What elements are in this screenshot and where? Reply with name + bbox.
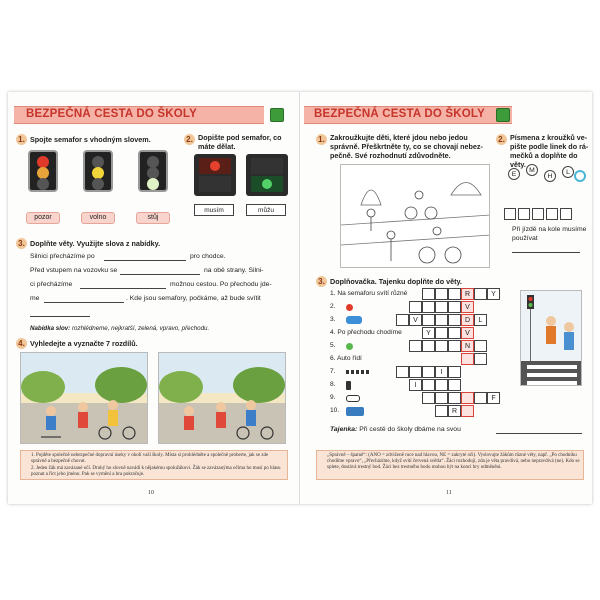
tajenka-text: Při cestě do školy dbáme na svou [359, 426, 461, 433]
crossword-cell[interactable] [461, 392, 474, 404]
crossword-cell[interactable] [435, 340, 448, 352]
letter-circle: L [562, 166, 574, 178]
green-light-icon [346, 343, 353, 350]
sentence-text: pro chodce. [190, 253, 226, 260]
answer-box[interactable] [504, 208, 516, 220]
clue: 7. [330, 368, 336, 375]
tajenka-sentence [330, 425, 461, 434]
crossword-cell[interactable] [461, 353, 474, 365]
answer-box[interactable] [546, 208, 558, 220]
crossword-cell[interactable] [448, 288, 461, 300]
letter-circle: M [526, 164, 538, 176]
footnote: 2. Jeden žák má zavázané oči. Druhý ho slovně navádí k nějakému spolužákovi. Žák se zavázanýma očima ho musí po hlasu poznat a říct jeho jméno. Pak se vymění a hra pokračuje. [31, 466, 281, 478]
task-instruction: Doplňovačka. Tajenku doplňte do věty. [330, 277, 462, 286]
fill-line[interactable] [80, 288, 166, 289]
sentence-text: ci přecházíme [30, 281, 73, 288]
crossword-cell[interactable] [396, 314, 409, 326]
crossword-cell[interactable]: I [435, 366, 448, 378]
school-bag-icon [496, 108, 510, 122]
crossword-cell[interactable]: R [448, 405, 461, 417]
fill-line[interactable] [496, 433, 582, 434]
bus-icon [346, 407, 364, 416]
task-instruction: pište podle linek do rá- [510, 142, 589, 151]
crossword-cell[interactable] [474, 340, 487, 352]
crossword-cell[interactable] [422, 392, 435, 404]
crossing-scene-picture [520, 290, 582, 386]
crossword-cell[interactable] [422, 301, 435, 313]
right-page [300, 92, 592, 504]
teacher-note [316, 450, 584, 480]
task-number: 3. [316, 276, 327, 287]
traffic-light-icon [138, 150, 168, 192]
task-number: 2. [496, 134, 507, 145]
task-instruction: mečků a doplňte do věty. [510, 151, 578, 169]
crossword-cell[interactable] [435, 327, 448, 339]
crossword-cell[interactable]: N [461, 340, 474, 352]
traffic-light-icon [346, 381, 351, 390]
clue: 2. [330, 303, 336, 310]
crossword-grid[interactable] [396, 288, 508, 418]
crossword-cell[interactable] [409, 340, 422, 352]
left-page [8, 92, 300, 504]
crosswalk-icon [346, 370, 370, 374]
task-instruction: pečně. Své rozhodnutí zdůvodněte. [330, 151, 451, 160]
crossword-cell[interactable]: V [461, 301, 474, 313]
fill-line[interactable] [120, 274, 200, 275]
school-bag-icon [270, 108, 284, 122]
difference-picture-left[interactable] [20, 352, 148, 444]
pedestrian-light-icon [246, 154, 288, 196]
answer-box[interactable] [518, 208, 530, 220]
answer-box[interactable] [532, 208, 544, 220]
crossword-cell[interactable] [474, 353, 487, 365]
crossword-cell[interactable] [448, 379, 461, 391]
word-offer-label: Nabídka slov: [30, 325, 71, 332]
crossword-cell[interactable]: Y [422, 327, 435, 339]
clue: 3. [330, 316, 336, 323]
crossword-cell[interactable] [448, 301, 461, 313]
word-offer [30, 324, 209, 333]
red-light-icon [346, 304, 353, 311]
crossword-cell[interactable]: R [461, 288, 474, 300]
clue: 6. Auto řídí [330, 355, 362, 362]
clue: 5. [330, 342, 336, 349]
task-number: 1. [16, 134, 27, 145]
crossword-cell[interactable] [435, 405, 448, 417]
task-number: 4. [16, 338, 27, 349]
crossword-cell[interactable] [409, 366, 422, 378]
sentence-text: Při jízdě na kole musíme [512, 226, 587, 233]
crossword-cell[interactable] [396, 366, 409, 378]
fill-line[interactable] [44, 302, 124, 303]
crossword-cell[interactable] [461, 405, 474, 417]
crossword-cell[interactable]: D [461, 314, 474, 326]
crossword-cell[interactable] [448, 392, 461, 404]
crossword-cell[interactable] [409, 301, 422, 313]
task-instruction: správně. Přeškrtněte ty, co se chovají nebez- [330, 142, 483, 151]
word-card[interactable]: pozor [26, 212, 60, 224]
clue: 9. [330, 394, 336, 401]
task-instruction: Písmena z kroužků ve- [510, 133, 588, 142]
sentence-text: Silnici přecházíme po [30, 253, 95, 260]
fill-line[interactable] [30, 316, 90, 317]
crossword-cell[interactable] [435, 392, 448, 404]
task-instruction: Vyhledejte a vyznačte 7 rozdílů. [30, 339, 138, 348]
crossword-cell[interactable] [474, 288, 487, 300]
crossword-cell[interactable] [474, 392, 487, 404]
crossword-cell[interactable] [435, 379, 448, 391]
crossword-cell[interactable]: I [409, 379, 422, 391]
crossword-cell[interactable] [448, 314, 461, 326]
traffic-light-icon [83, 150, 113, 192]
letter-circle: E [508, 168, 520, 180]
task-instruction: Spojte semafor s vhodným slovem. [30, 135, 151, 144]
street-scene-picture[interactable] [340, 164, 490, 268]
word-card[interactable]: volno [81, 212, 115, 224]
crossword-cell[interactable]: L [474, 314, 487, 326]
difference-picture-right[interactable] [158, 352, 286, 444]
clue: 1. Na semaforu svítí různé [330, 290, 408, 297]
task-instruction: máte dělat. [198, 142, 236, 151]
fill-line[interactable] [104, 260, 186, 261]
sentence-text: Před vstupem na vozovku se [30, 267, 118, 274]
crossword-cell[interactable]: V [461, 327, 474, 339]
crossword-cell[interactable] [422, 379, 435, 391]
ring-icon [574, 170, 586, 182]
crossword-cell[interactable] [435, 288, 448, 300]
letter-circle: H [544, 170, 556, 182]
page-title: BEZPEČNÁ CESTA DO ŠKOLY [314, 108, 485, 120]
bicycle-icon [346, 395, 360, 402]
answer-box[interactable]: můžu [246, 204, 286, 216]
crossword-cell[interactable] [422, 288, 435, 300]
word-offer-list: rozhlédneme, nejkratší, zelená, vpravo, přechodu. [71, 325, 210, 332]
clue: 4. Po přechodu chodíme [330, 329, 402, 336]
crossword-cell[interactable]: F [487, 392, 500, 404]
tajenka-label: Tajenka: [330, 426, 358, 433]
clue: 10. [330, 407, 340, 414]
task-instruction: Dopište pod semafor, co [198, 133, 282, 142]
crossword-cell[interactable] [448, 327, 461, 339]
sentence-text: používat [512, 235, 538, 242]
crossword-cell[interactable]: Y [487, 288, 500, 300]
traffic-light-icon [28, 150, 58, 192]
task-instruction: Doplňte věty. Využijte slova z nabídky. [30, 239, 161, 248]
page-number: 11 [446, 490, 452, 496]
crossword-cell[interactable] [422, 340, 435, 352]
sentence-text: . Kde jsou semafory, počkáme, až bude svítit [126, 295, 261, 302]
letter-circles [500, 164, 586, 204]
pedestrian-light-icon [194, 154, 236, 196]
answer-box[interactable] [560, 208, 572, 220]
clue: 8. [330, 381, 336, 388]
answer-box[interactable]: musím [194, 204, 234, 216]
page-title: BEZPEČNÁ CESTA DO ŠKOLY [26, 108, 197, 120]
word-card[interactable]: stůj [136, 212, 170, 224]
sentence-text: možnou cestou. Po přechodu jde- [170, 281, 272, 288]
crossword-cell[interactable] [435, 301, 448, 313]
car-icon [346, 316, 362, 324]
footnote: 1. Pojděte společně nebezpečné dopravní úseky v okolí vaší školy. Místa si prohlédněte a společně proberte, jak se zde správně a bezpečně chovat. [31, 453, 269, 465]
sentence-text: na obě strany. Silni- [204, 267, 264, 274]
task-instruction: Zakroužkujte děti, které jdou nebo jedou [330, 133, 468, 142]
task-number: 1. [316, 134, 327, 145]
teacher-note [20, 450, 288, 480]
footnote: „Správně – špatně“: (ANO = zdviženě ruce nad hlavou, NE = zakryté oči). Vyslovujte žákům různé věty, např. „Po chodníku chodíme vpravo“, „Přecházíme, když svítí červená světla“. Žáci rozhodují, zda je věta pravdivá, nebo nepravdivá (ne). Kdo se splete, dostává trestný bod. Žáci bez trestného bodu mohou být na konci hry odměněni. [327, 453, 580, 471]
page-banner [304, 106, 512, 124]
task-number: 2. [184, 134, 195, 145]
crossword-cell[interactable] [422, 314, 435, 326]
sentence-text: me [30, 295, 40, 302]
crossword-cell[interactable] [448, 366, 461, 378]
crossword-cell[interactable]: V [409, 314, 422, 326]
crossword-cell[interactable] [448, 340, 461, 352]
crossword-cell[interactable] [435, 314, 448, 326]
crossword-cell[interactable] [422, 366, 435, 378]
workbook-spread [8, 92, 592, 504]
task-number: 3. [16, 238, 27, 249]
fill-line[interactable] [512, 252, 580, 253]
page-number: 10 [148, 490, 154, 496]
page-banner [14, 106, 264, 124]
